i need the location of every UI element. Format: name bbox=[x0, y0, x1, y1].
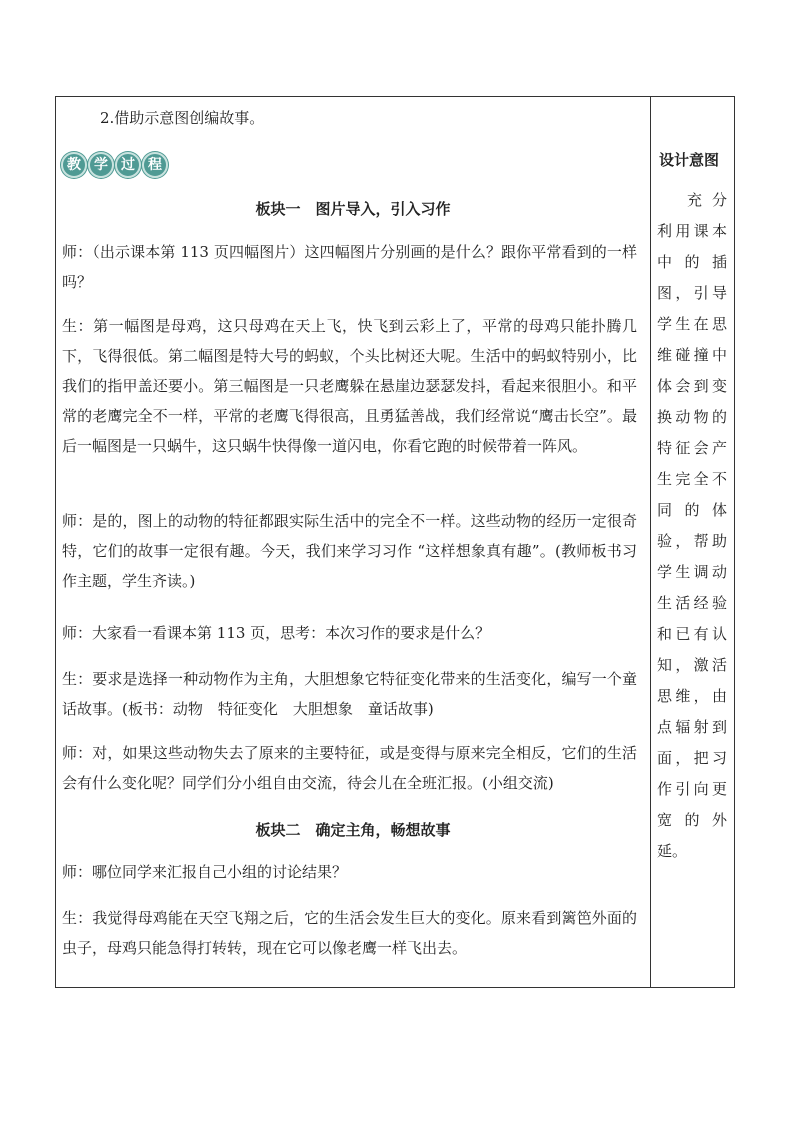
design-intent-title: 设计意图 bbox=[659, 151, 720, 169]
main-column bbox=[56, 97, 650, 987]
badge-char: 教 bbox=[61, 152, 87, 178]
paragraph: 师：哪位同学来汇报自己小组的讨论结果？ bbox=[62, 863, 348, 881]
section-two-title: 板块二 确定主角，畅想故事 bbox=[255, 821, 451, 839]
paragraph: 生：要求是选择一种动物作为主角，大胆想象它特征变化带来的生活变化，编写一个童话故事。(板书：动物 特征变化 大胆想象 童话故事) bbox=[62, 670, 637, 718]
section-one-title: 板块一 图片导入，引入习作 bbox=[255, 200, 451, 218]
badge-char: 程 bbox=[142, 152, 168, 178]
paragraph: 师：是的，图上的动物的特征都跟实际生活中的完全不一样。这些动物的经历一定很奇特，它们的故事一定很有趣。今天，我们来学习习作 “这样想象真有趣”。(教师板书习作主题，学生齐读。) bbox=[62, 512, 637, 590]
badge-char: 过 bbox=[115, 152, 141, 178]
side-column bbox=[651, 97, 734, 987]
lesson-table bbox=[55, 96, 735, 988]
paragraph: 师：（出示课本第 113 页四幅图片）这四幅图片分别画的是什么？跟你平常看到的一样吗？ bbox=[62, 243, 637, 291]
design-intent-text: 充分利用课本中的插图，引导学生在思维碰撞中体会到变换动物的特征会产生完全不同的体验，帮助学生调动生活经验和已有认知，激活思维，由点辐射到面，把习作引向更宽的外延。 bbox=[657, 191, 727, 860]
teaching-process-badge bbox=[61, 149, 168, 177]
objective-line: 2.借助示意图创编故事。 bbox=[100, 109, 265, 127]
paragraph: 生：第一幅图是母鸡，这只母鸡在天上飞，快飞到云彩上了，平常的母鸡只能扑腾几下，飞得很低。第二幅图是特大号的蚂蚁，个头比树还大呢。生活中的蚂蚁特别小，比我们的指甲盖还要小。第三幅图是一只老鹰躲在悬崖边瑟瑟发抖，看起来很胆小。和平常的老鹰完全不一样，平常的老鹰飞得很高，且勇猛善战，我们经常说“鹰击长空”。最后一幅图是一只蜗牛，这只蜗牛快得像一道闪电，你看它跑的时候带着一阵风。 bbox=[62, 317, 637, 455]
paragraph: 师：大家看一看课本第 113 页，思考：本次习作的要求是什么？ bbox=[62, 624, 491, 642]
paragraph: 生：我觉得母鸡能在天空飞翔之后，它的生活会发生巨大的变化。原来看到篱笆外面的虫子，母鸡只能急得打转转，现在它可以像老鹰一样飞出去。 bbox=[62, 909, 637, 957]
paragraph: 师：对，如果这些动物失去了原来的主要特征，或是变得与原来完全相反，它们的生活会有什么变化呢？同学们分小组自由交流，待会儿在全班汇报。(小组交流) bbox=[62, 744, 637, 792]
badge-char: 学 bbox=[88, 152, 114, 178]
